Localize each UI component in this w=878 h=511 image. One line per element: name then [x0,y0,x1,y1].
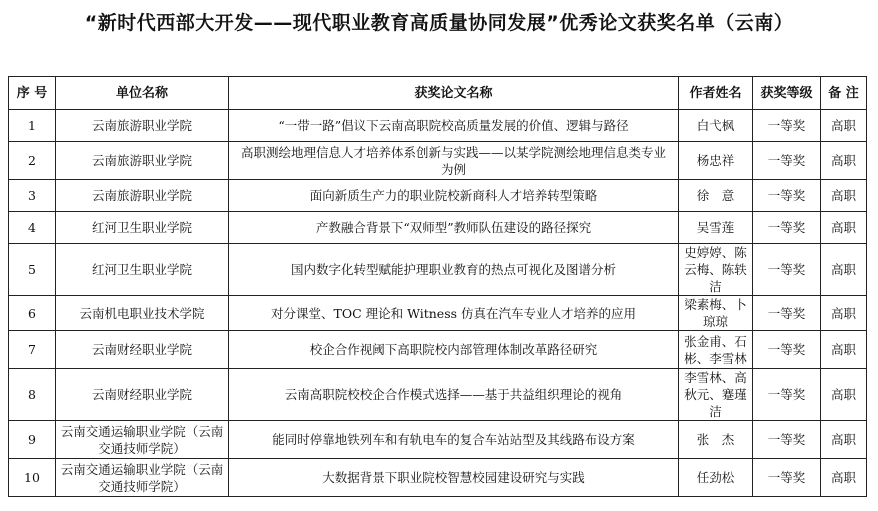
cell-note: 高职 [821,421,867,459]
cell-paper: 能同时停靠地铁列车和有轨电车的复合车站站型及其线路布设方案 [229,421,679,459]
cell-level: 一等奖 [753,244,821,296]
table-row [9,142,867,180]
cell-unit: 红河卫生职业学院 [56,244,229,296]
cell-no: 9 [9,421,56,459]
cell-level: 一等奖 [753,296,821,331]
cell-note: 高职 [821,110,867,142]
cell-unit: 红河卫生职业学院 [56,212,229,244]
cell-unit: 云南旅游职业学院 [56,142,229,180]
cell-note: 高职 [821,331,867,369]
table-row [9,421,867,459]
cell-author: 梁素梅、卜琼琼 [679,296,753,331]
table-header-row [9,77,867,110]
cell-paper: 面向新质生产力的职业院校新商科人才培养转型策略 [229,180,679,212]
cell-unit: 云南机电职业技术学院 [56,296,229,331]
cell-paper: 高职测绘地理信息人才培养体系创新与实践——以某学院测绘地理信息类专业为例 [229,142,679,180]
table-row [9,110,867,142]
cell-level: 一等奖 [753,142,821,180]
table-row [9,212,867,244]
cell-no: 10 [9,459,56,497]
cell-author: 张 杰 [679,421,753,459]
cell-paper: 大数据背景下职业院校智慧校园建设研究与实践 [229,459,679,497]
cell-paper: 云南高职院校校企合作模式选择——基于共益组织理论的视角 [229,369,679,421]
cell-no: 3 [9,180,56,212]
award-table [8,76,867,497]
header-author: 作者姓名 [679,77,753,110]
table-row [9,331,867,369]
cell-author: 吴雪莲 [679,212,753,244]
header-paper: 获奖论文名称 [229,77,679,110]
cell-paper: 产教融合背景下“双师型”教师队伍建设的路径探究 [229,212,679,244]
cell-level: 一等奖 [753,421,821,459]
table-row [9,180,867,212]
cell-author: 白弋枫 [679,110,753,142]
cell-note: 高职 [821,459,867,497]
cell-no: 7 [9,331,56,369]
cell-author: 徐 意 [679,180,753,212]
table-row [9,296,867,331]
cell-author: 杨忠祥 [679,142,753,180]
cell-no: 2 [9,142,56,180]
cell-no: 1 [9,110,56,142]
cell-note: 高职 [821,369,867,421]
cell-note: 高职 [821,244,867,296]
cell-paper: 国内数字化转型赋能护理职业教育的热点可视化及图谱分析 [229,244,679,296]
header-unit: 单位名称 [56,77,229,110]
cell-no: 6 [9,296,56,331]
table-row [9,459,867,497]
cell-author: 李雪林、高秋元、蹇瑾洁 [679,369,753,421]
cell-level: 一等奖 [753,369,821,421]
cell-unit: 云南交通运输职业学院（云南交通技师学院） [56,421,229,459]
cell-level: 一等奖 [753,331,821,369]
cell-unit: 云南财经职业学院 [56,369,229,421]
header-note: 备 注 [821,77,867,110]
cell-no: 4 [9,212,56,244]
cell-paper: 校企合作视阈下高职院校内部管理体制改革路径研究 [229,331,679,369]
cell-level: 一等奖 [753,110,821,142]
header-no: 序 号 [9,77,56,110]
cell-note: 高职 [821,142,867,180]
cell-unit: 云南交通运输职业学院（云南交通技师学院） [56,459,229,497]
header-level: 获奖等级 [753,77,821,110]
cell-unit: 云南旅游职业学院 [56,110,229,142]
page-title: “新时代西部大开发——现代职业教育高质量协同发展”优秀论文获奖名单（云南） [84,12,794,34]
cell-no: 5 [9,244,56,296]
cell-level: 一等奖 [753,180,821,212]
cell-unit: 云南旅游职业学院 [56,180,229,212]
cell-paper: “一带一路”倡议下云南高职院校高质量发展的价值、逻辑与路径 [229,110,679,142]
cell-note: 高职 [821,212,867,244]
table-row [9,244,867,296]
cell-no: 8 [9,369,56,421]
cell-author: 史婷婷、陈云梅、陈轶洁 [679,244,753,296]
cell-author: 张金甫、石彬、李雪林 [679,331,753,369]
cell-level: 一等奖 [753,459,821,497]
cell-note: 高职 [821,180,867,212]
cell-level: 一等奖 [753,212,821,244]
cell-paper: 对分课堂、TOC 理论和 Witness 仿真在汽车专业人才培养的应用 [229,296,679,331]
table-row [9,369,867,421]
cell-author: 任劲松 [679,459,753,497]
cell-note: 高职 [821,296,867,331]
cell-unit: 云南财经职业学院 [56,331,229,369]
